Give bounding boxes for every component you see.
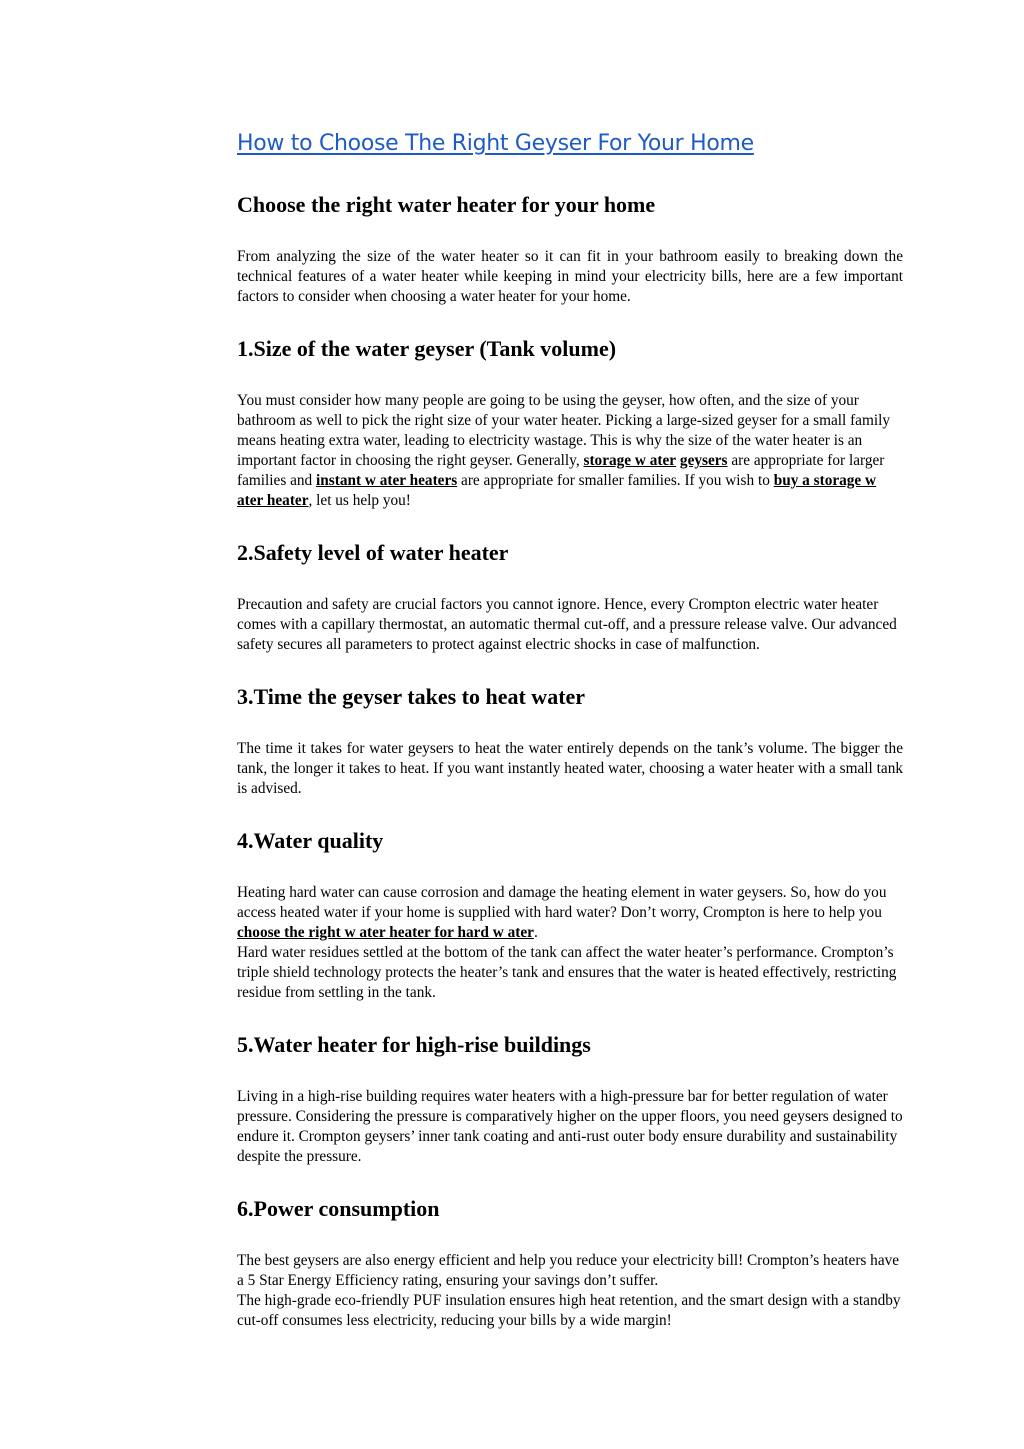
choose-heater-hard-water-link[interactable]: choose the right w ater heater for hard w ater [237, 924, 534, 941]
section-6-paragraph-2: The high-grade eco-friendly PUF insulation ensures high heat retention, and the smart design with a standby cut-off consumes less electricity, reducing your bills by a wide margin! [237, 1292, 901, 1329]
buy-storage-water-heater-link[interactable]: buy a storage w ater heater [237, 472, 877, 509]
section-1-text-d: , let us help you! [308, 492, 411, 509]
section-4-heading: 4.Water quality [237, 828, 384, 853]
section-5-paragraph: Living in a high-rise building requires water heaters with a high-pressure bar for better regulation of water pressure. Considering the pressure is comparatively higher on the upper floors, you need geysers designed to endure it. Crompton geysers’ inner tank coating and anti-rust outer body ensure durability and sustainability despite the pressure. [237, 1088, 903, 1165]
section-4-paragraph-1 [237, 883, 903, 943]
section-2-heading: 2.Safety level of water heater [237, 540, 509, 565]
instant-water-heaters-link[interactable]: instant w ater heaters [316, 472, 458, 489]
document-page [237, 126, 903, 1331]
section-1-heading: 1.Size of the water geyser (Tank volume) [237, 336, 617, 361]
intro-paragraph: From analyzing the size of the water heater so it can fit in your bathroom easily to breaking down the technical features of a water heater while keeping in mind your electricity bills, here are a few important factors to consider when choosing a water heater for your home. [237, 248, 903, 305]
section-1-text-c: are appropriate for smaller families. If you wish to [457, 472, 774, 489]
section-1-text-b: are appropriate for larger families and [237, 452, 885, 489]
section-4-text-a: Heating hard water can cause corrosion and damage the heating element in water geysers. So, how do you access heated water if your home is supplied with hard water? Don’t worry, Crompton is here to help you [237, 884, 887, 921]
section-6-heading: 6.Power consumption [237, 1196, 440, 1221]
section-2-paragraph: Precaution and safety are crucial factors you cannot ignore. Hence, every Crompton electric water heater comes with a capillary thermostat, an automatic thermal cut-off, and a pressure release valve. Our advanced safety secures all parameters to protect against electric shocks in case of malfunction. [237, 596, 897, 653]
section-1-paragraph [237, 391, 903, 511]
section-3-heading: 3.Time the geyser takes to heat water [237, 684, 586, 709]
intro-heading: Choose the right water heater for your home [237, 192, 656, 217]
section-6-paragraph-1: The best geysers are also energy efficient and help you reduce your electricity bill! Crompton’s heaters have a 5 Star Energy Efficiency rating, ensuring your savings don’t suffer. [237, 1252, 900, 1289]
page-title: How to Choose The Right Geyser For Your Home [237, 131, 754, 156]
section-4-text-b: . [533, 924, 538, 941]
section-3-paragraph: The time it takes for water geysers to heat the water entirely depends on the tank’s volume. The bigger the tank, the longer it takes to heat. If you want instantly heated water, choosing a water heater with a small tank is advised. [237, 740, 903, 797]
section-4-paragraph-2: Hard water residues settled at the bottom of the tank can affect the water heater’s performance. Crompton’s triple shield technology protects the heater’s tank and ensures that the water is heated effectively, restricting residue from settling in the tank. [237, 944, 897, 1001]
storage-water-link[interactable]: storage w ater [583, 452, 677, 469]
section-5-heading: 5.Water heater for high-rise buildings [237, 1032, 591, 1057]
geysers-link[interactable]: geysers [679, 452, 728, 469]
section-1-text-a: You must consider how many people are going to be using the geyser, how often, and the size of your bathroom as well to pick the right size of your water heater. Picking a large-sized geyser for a small family means heating extra water, leading to electricity wastage. This is why the size of the water heater is an important factor in choosing the right geyser. Generally, [237, 392, 891, 469]
